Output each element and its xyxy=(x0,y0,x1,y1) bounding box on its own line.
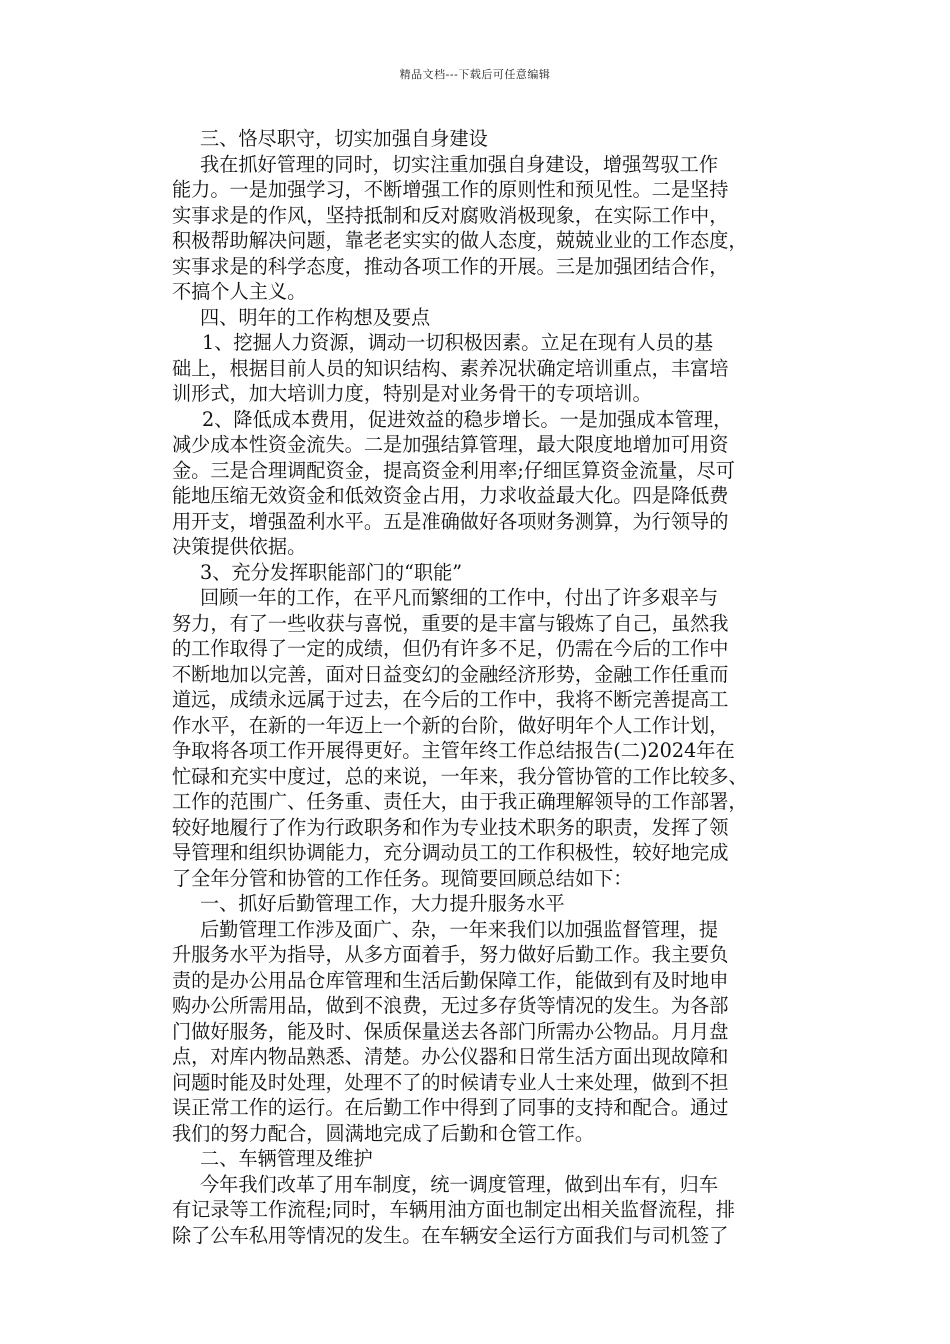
text-line: 用开支，增强盈利水平。五是准确做好各项财务测算，为行领导的 xyxy=(172,509,729,533)
text-line: 今年我们改革了用车制度，统一调度管理，做到出车有，归车 xyxy=(200,1172,719,1196)
text-line: 努力，有了一些收获与喜悦，重要的是丰富与锻炼了自己，虽然我 xyxy=(172,611,729,635)
document-body xyxy=(172,126,812,1248)
text-line: 忙碌和充实中度过，总的来说，一年来，我分管协管的工作比较多、 xyxy=(172,764,748,788)
text-line: 3、充分发挥职能部门的“职能” xyxy=(200,560,463,584)
text-line: 我在抓好管理的同时，切实注重加强自身建设，增强驾驭工作 xyxy=(200,152,719,176)
text-line: 1、挖掘人力资源，调动一切积极因素。立足在现有人员的基 xyxy=(202,331,714,354)
text-line: 决策提供依据。 xyxy=(172,535,307,558)
text-line: 除了公车私用等情况的发生。在车辆安全运行方面我们与司机签了 xyxy=(172,1223,729,1247)
text-line: 作水平，在新的一年迈上一个新的台阶，做好明年个人工作计划， xyxy=(172,713,729,737)
text-line: 有记录等工作流程;同时，车辆用油方面也制定出相关监督流程，排 xyxy=(172,1198,735,1221)
text-line: 积极帮助解决问题，靠老老实实的做人态度，兢兢业业的工作态度， xyxy=(172,229,748,252)
page-header: 精品文档---下载后可任意编辑 xyxy=(399,68,551,81)
text-line: 后勤管理工作涉及面广、杂，一年来我们以加强监督管理，提 xyxy=(200,917,719,941)
text-line: 一、抓好后勤管理工作，大力提升服务水平 xyxy=(200,892,565,915)
text-line: 道远，成绩永远属于过去，在今后的工作中，我将不断完善提高工 xyxy=(172,688,729,711)
text-line: 导管理和组织协调能力，充分调动员工的工作积极性，较好地完成 xyxy=(172,841,729,864)
text-line: 争取将各项工作开展得更好。主管年终工作总结报告(二)2024年在 xyxy=(172,739,735,762)
text-line: 误正常工作的运行。在后勤工作中得到了同事的支持和配合。通过 xyxy=(172,1096,729,1119)
text-line: 责的是办公用品仓库管理和生活后勤保障工作，能做到有及时地申 xyxy=(172,968,729,992)
text-line: 三、恪尽职守，切实加强自身建设 xyxy=(200,127,488,150)
text-line: 回顾一年的工作，在平凡而繁细的工作中，付出了许多艰辛与 xyxy=(200,586,719,609)
text-line: 四、明年的工作构想及要点 xyxy=(200,305,431,329)
text-line: 训形式，加大培训力度，特别是对业务骨干的专项培训。 xyxy=(172,382,652,405)
text-line: 二、车辆管理及维护 xyxy=(200,1147,373,1170)
text-line: 了全年分管和协管的工作任务。现简要回顾总结如下： xyxy=(172,866,633,890)
text-line: 工作的范围广、任务重、责任大，由于我正确理解领导的工作部署， xyxy=(172,790,748,813)
text-line: 能地压缩无效资金和低效资金占用，力求收益最大化。四是降低费 xyxy=(172,484,729,507)
text-line: 不搞个人主义。 xyxy=(172,280,307,303)
text-line: 较好地履行了作为行政职务和作为专业技术职务的职责，发挥了领 xyxy=(172,815,729,839)
text-line: 能力。一是加强学习，不断增强工作的原则性和预见性。二是坚持 xyxy=(172,178,729,201)
text-line: 实事求是的作风，坚持抵制和反对腐败消极现象，在实际工作中， xyxy=(172,203,729,227)
text-line: 实事求是的科学态度，推动各项工作的开展。三是加强团结合作， xyxy=(172,254,729,278)
text-line: 础上，根据目前人员的知识结构、素养况状确定培训重点，丰富培 xyxy=(172,356,729,380)
text-line: 2、降低成本费用，促进效益的稳步增长。一是加强成本管理， xyxy=(202,407,733,431)
text-line: 升服务水平为指导，从多方面着手，努力做好后勤工作。我主要负 xyxy=(172,943,729,966)
text-line: 门做好服务，能及时、保质保量送去各部门所需办公物品。月月盘 xyxy=(172,1019,729,1043)
text-line: 问题时能及时处理，处理不了的时候请专业人士来处理，做到不担 xyxy=(172,1070,729,1094)
text-line: 购办公所需用品，做到不浪费，无过多存货等情况的发生。为各部 xyxy=(172,994,729,1017)
text-line: 金。三是合理调配资金，提高资金利用率;仔细匡算资金流量，尽可 xyxy=(172,458,735,482)
text-line: 不断地加以完善，面对日益变幻的金融经济形势，金融工作任重而 xyxy=(172,662,729,686)
text-line: 减少成本性资金流失。二是加强结算管理，最大限度地增加可用资 xyxy=(172,433,729,456)
text-line: 我们的努力配合，圆满地完成了后勤和仓管工作。 xyxy=(172,1121,595,1145)
text-line: 的工作取得了一定的成绩，但仍有许多不足，仍需在今后的工作中 xyxy=(172,637,729,660)
text-line: 点，对库内物品熟悉、清楚。办公仪器和日常生活方面出现故障和 xyxy=(172,1045,729,1068)
